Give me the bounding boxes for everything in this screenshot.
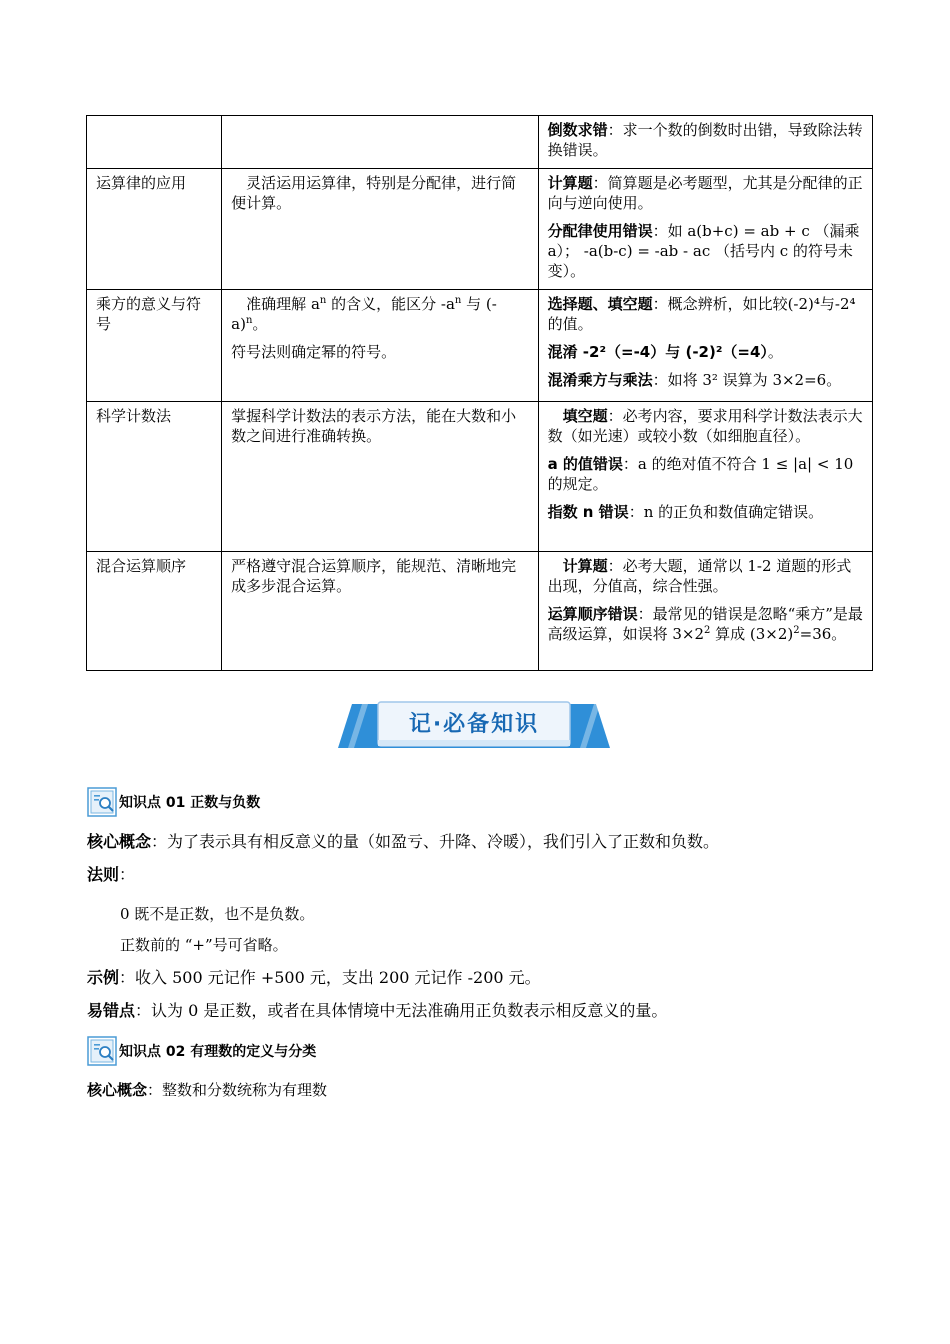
table-row [87, 552, 873, 671]
cell-bold: 选择题、填空题 [547, 295, 653, 313]
cell-bold: 混淆乘方与乘法 [547, 371, 653, 389]
exam-cell [538, 552, 872, 671]
cell-bold: 分配律使用错误 [547, 222, 653, 240]
cell-text: ：最常见的错误是忽略“乘方”是最高级运算，如误将 $3\times 2^2$ 算成 $(3\times 2)^2=36$。 [547, 605, 863, 643]
knowledge-point-icon [87, 1036, 117, 1066]
knowledge-point-02-title: 知识点 02 有理数的定义与分类 [119, 1044, 317, 1060]
topic-cell: 运算律的应用 [87, 169, 222, 290]
cell-text: ：概念辨析，如比较(-2)⁴与-2⁴ 的值。 [547, 295, 856, 333]
exam-cell [538, 402, 872, 552]
cell-text: ：a 的绝对值不符合 1 ≤ |a| < 10 的规定。 [547, 455, 854, 493]
example-line: 示例：收入 500 元记作 +500 元，支出 200 元记作 -200 元。 [87, 968, 541, 987]
rule-item: 0 既不是正数，也不是负数。 [120, 905, 315, 923]
topic-cell: 乘方的意义与符号 [87, 290, 222, 402]
table-row [87, 402, 873, 552]
cell-text: ：必考大题，通常以 1-2 道题的形式出现，分值高，综合性强。 [547, 557, 852, 595]
table-row [87, 116, 873, 169]
table-cell [538, 116, 872, 169]
cell-bold: 填空题 [562, 407, 608, 425]
requirement-cell [222, 402, 538, 552]
cell-text: 。 [767, 343, 783, 361]
banner-title: 记·必备知识 [408, 712, 540, 737]
cell-text: 灵活运用运算律，特别是分配律，进行简便计算。 [231, 174, 517, 212]
topic-cell: 科学计数法 [87, 402, 222, 552]
cell-bold: a 的值错误 [547, 455, 623, 473]
topic-cell: 混合运算顺序 [87, 552, 222, 671]
cell-bold: 运算顺序错误 [547, 605, 638, 623]
cell-bold: 混淆 -2²（=-4）与 (-2)²（=4） [547, 343, 768, 361]
knowledge-point-01-title: 知识点 01 正数与负数 [119, 795, 261, 811]
cell-text: ：必考内容，要求用科学计数法表示大数（如光速）或较小数（如细胞直径）。 [547, 407, 863, 445]
cell-text: 掌握科学计数法的表示方法，能在大数和小数之间进行准确转换。 [231, 407, 517, 445]
exam-cell [538, 290, 872, 402]
exam-cell [538, 169, 872, 290]
requirement-cell [222, 290, 538, 402]
knowledge-point-icon [87, 787, 117, 817]
rules-heading: 法则： [87, 865, 136, 884]
cell-text: ：如 a(b+c) = ab + c （漏乘 a）； -a(b-c) = -ab - ac （括号内 c 的符号未变）。 [547, 222, 860, 280]
cell-text: ：n 的正负和数值确定错误。 [628, 503, 824, 521]
summary-table [86, 115, 873, 671]
table-row [87, 169, 873, 290]
rule-item: 正数前的 “+”号可省略。 [120, 936, 288, 954]
table-cell [222, 116, 538, 169]
cell-text: ：求一个数的倒数时出错，导致除法转换错误。 [547, 121, 863, 159]
cell-bold: 计算题 [547, 174, 593, 192]
section-banner [338, 700, 610, 754]
cell-bold: 倒数求错 [547, 121, 608, 139]
cell-bold: 计算题 [562, 557, 608, 575]
pitfall-line: 易错点：认为 0 是正数，或者在具体情境中无法准确用正负数表示相反意义的量。 [87, 1001, 668, 1020]
cell-bold: 指数 n 错误 [547, 503, 629, 521]
core-concept-1: 核心概念：为了表示具有相反意义的量（如盈亏、升降、冷暖），我们引入了正数和负数。 [87, 832, 720, 851]
cell-text: 符号法则确定幂的符号。 [231, 343, 397, 361]
core-concept-2: 核心概念：整数和分数统称为有理数 [87, 1081, 328, 1099]
requirement-cell [222, 552, 538, 671]
cell-text: 准确理解 $a^n$ 的含义，能区分 $-a^n$ 与 $(-a)^n$。 [231, 295, 497, 333]
cell-text: 严格遵守混合运算顺序，能规范、清晰地完成多步混合运算。 [231, 557, 517, 595]
requirement-cell [222, 169, 538, 290]
table-row [87, 290, 873, 402]
cell-text: ：如将 3² 误算为 3×2=6。 [652, 371, 842, 389]
cell-text: ：简算题是必考题型，尤其是分配律的正向与逆向使用。 [547, 174, 863, 212]
table-cell [87, 116, 222, 169]
